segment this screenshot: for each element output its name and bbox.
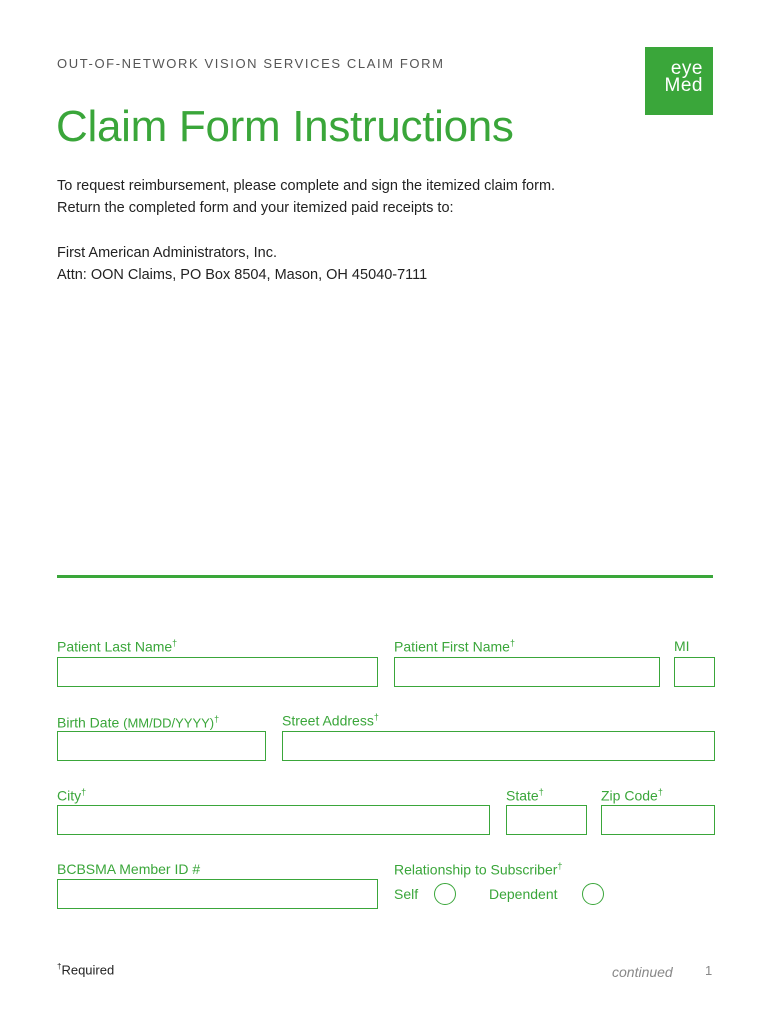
eyemed-logo (645, 47, 713, 115)
city-field[interactable] (57, 805, 490, 835)
state-label: State† (506, 787, 544, 804)
birth-date-label: Birth Date (MM/DD/YYYY)† (57, 714, 220, 731)
member-id-label: BCBSMA Member ID # (57, 861, 201, 877)
form-header-label: OUT-OF-NETWORK VISION SERVICES CLAIM FORM (57, 56, 445, 71)
first-name-label: Patient First Name† (394, 638, 515, 655)
instructions-line-2: Return the completed form and your itemized paid receipts to: (57, 200, 454, 216)
birth-date-format-hint: (MM/DD/YYYY) (123, 715, 215, 731)
address-line-1: First American Administrators, Inc. (57, 245, 277, 261)
section-divider (57, 575, 713, 578)
state-field[interactable] (506, 805, 587, 835)
continued-note: continued (612, 964, 673, 980)
first-name-field[interactable] (394, 657, 660, 687)
page-title: Claim Form Instructions (56, 102, 514, 151)
page-number: 1 (705, 963, 713, 978)
relationship-dependent-radio[interactable] (582, 883, 604, 905)
relationship-dependent-label: Dependent (489, 886, 558, 902)
street-address-label: Street Address† (282, 712, 379, 729)
last-name-label: Patient Last Name† (57, 638, 178, 655)
relationship-self-label: Self (394, 886, 419, 902)
logo-line-2: Med (664, 75, 703, 96)
last-name-field[interactable] (57, 657, 378, 687)
city-label: City† (57, 787, 87, 804)
relationship-label: Relationship to Subscriber† (394, 861, 563, 878)
zip-code-field[interactable] (601, 805, 715, 835)
mi-field[interactable] (674, 657, 715, 687)
street-address-field[interactable] (282, 731, 715, 761)
instructions-line-1: To request reimbursement, please complete and sign the itemized claim form. (57, 178, 556, 194)
member-id-field[interactable] (57, 879, 378, 909)
mi-label: MI (674, 638, 690, 654)
address-line-2: Attn: OON Claims, PO Box 8504, Mason, OH 45040-7111 (57, 267, 428, 283)
birth-date-field[interactable] (57, 731, 266, 761)
instructions-text (57, 175, 555, 219)
mailing-address (57, 242, 427, 286)
zip-code-label: Zip Code† (601, 787, 663, 804)
logo-line-1: eye (670, 58, 703, 79)
required-footnote: †Required (57, 962, 115, 978)
relationship-self-radio[interactable] (434, 883, 456, 905)
